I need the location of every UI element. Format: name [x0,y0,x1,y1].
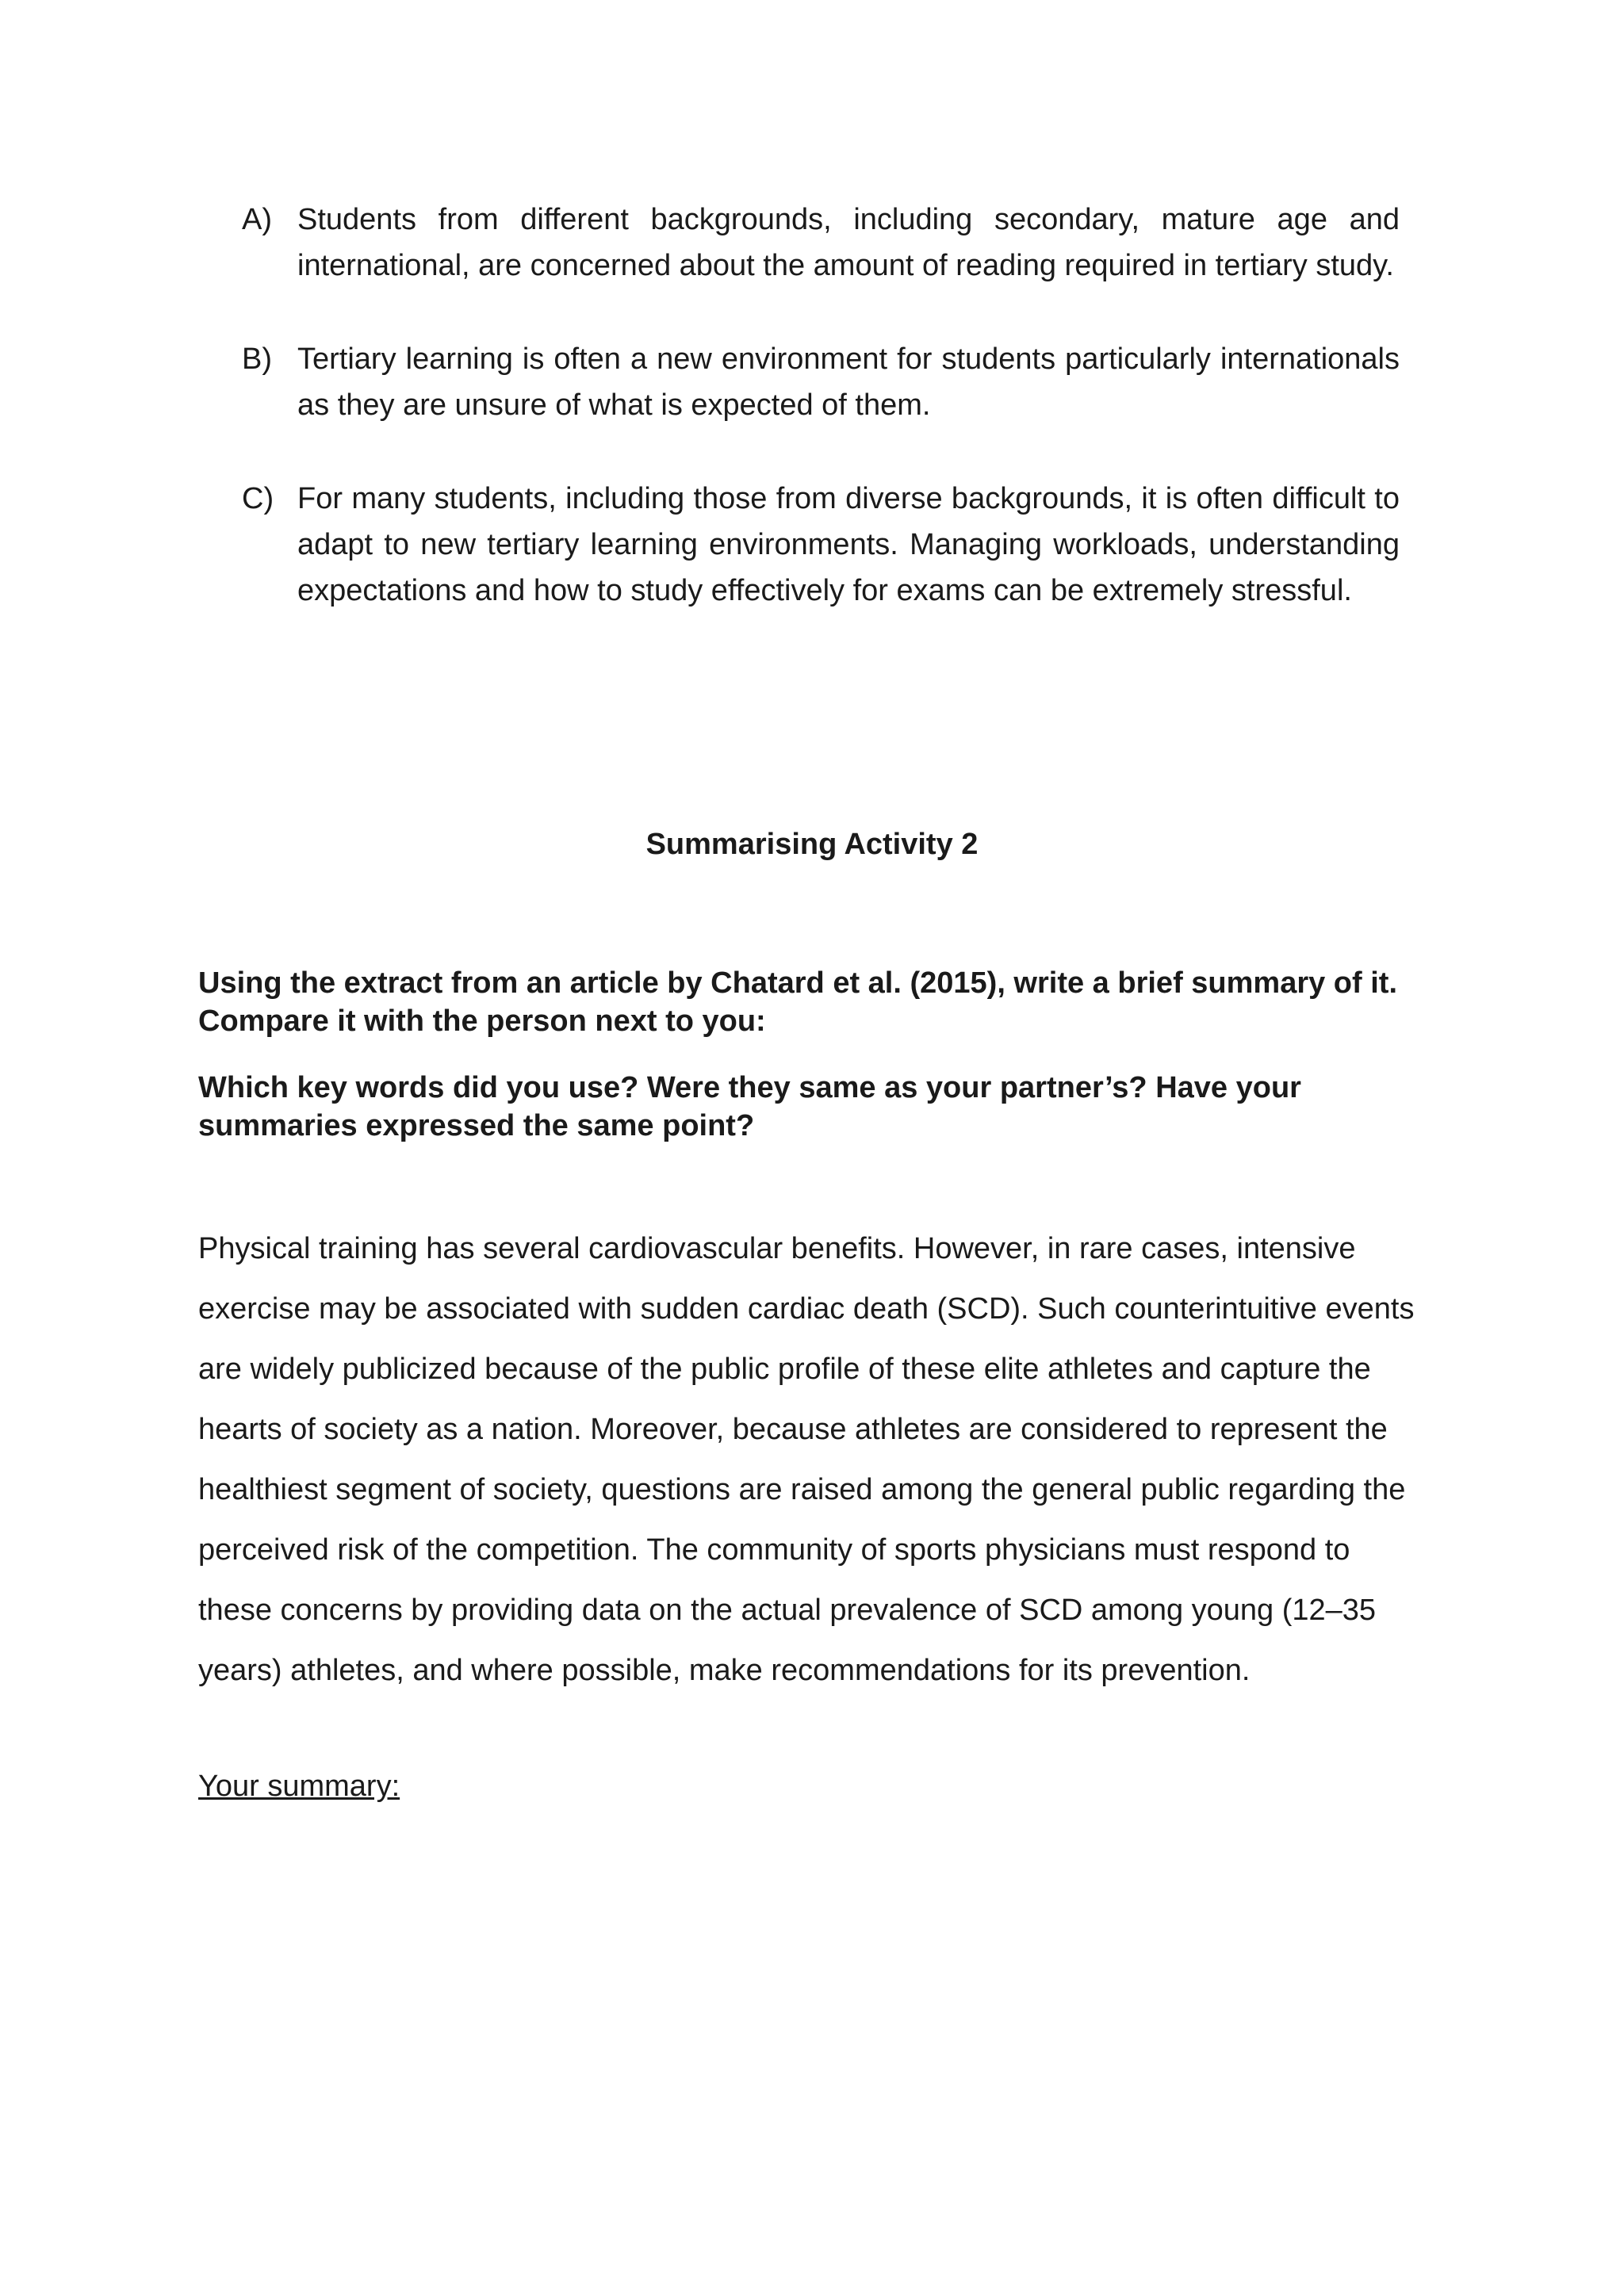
option-b [242,336,1400,428]
option-a-text: Students from different backgrounds, including secondary, mature age and international, are concerned about the amount of reading required in tertiary study. [297,203,1400,282]
option-c [242,476,1400,614]
option-b-letter: B) [242,342,272,376]
instructions-task: Using the extract from an article by Chatard et al. (2015), write a brief summary of it. Compare it with the person next to you: [198,966,1398,1038]
answer-options-list [242,197,1400,661]
option-b-text: Tertiary learning is often a new environment for students particularly internationals as they are unsure of what is expected of them. [297,342,1400,422]
option-c-letter: C) [242,482,274,515]
instructions-questions: Which key words did you use? Were they same as your partner’s? Have your summaries expressed the same point? [198,1071,1301,1142]
option-a [242,197,1400,289]
option-a-letter: A) [242,203,272,236]
article-extract: Physical training has several cardiovascular benefits. However, in rare cases, intensive exercise may be associated with sudden cardiac death (SCD). Such counterintuitive events are widely publicized because of the public profile of these elite athletes and capture the hearts of society as a nation. Moreover, because athletes are considered to represent the healthiest segment of society, questions are raised among the general public regarding the perceived risk of the competition. The community of sports physicians must respond to these concerns by providing data on the actual prevalence of SCD among young (12–35 years) athletes, and where possible, make recommendations for its prevention. [198,1232,1415,1687]
instructions [198,964,1419,1173]
option-c-text: For many students, including those from diverse backgrounds, it is often difficult to adapt to new tertiary learning environments. Managing workloads, understanding expectations and how to study effectively for exams can be extremely stressful. [297,482,1400,607]
your-summary-label: Your summary: [198,1770,400,1803]
activity-title: Summarising Activity 2 [645,828,979,861]
